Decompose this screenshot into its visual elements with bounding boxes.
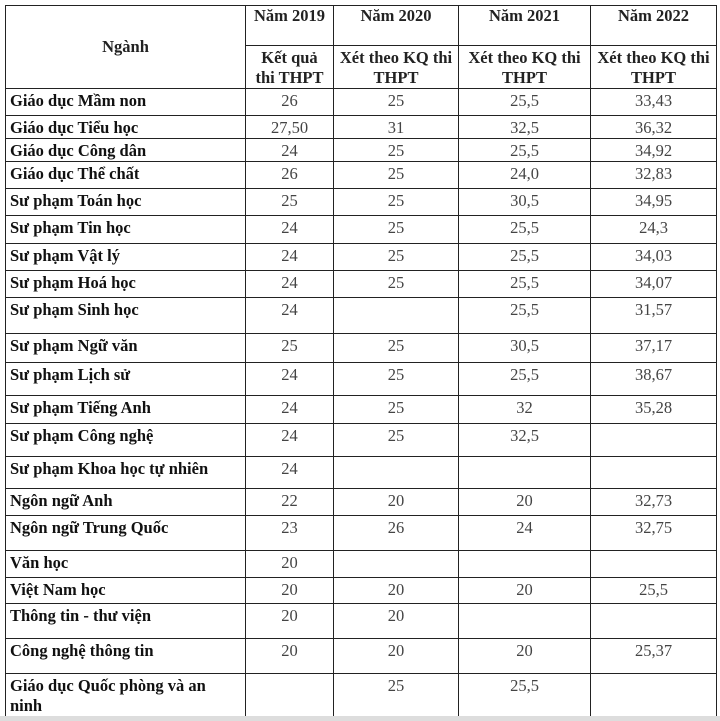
score-cell-2021: 32,5 (459, 424, 591, 457)
score-cell-2022: 36,32 (591, 116, 717, 139)
score-cell-2020: 25 (334, 89, 459, 116)
score-cell-2022: 32,75 (591, 516, 717, 551)
score-cell-2019: 26 (246, 89, 334, 116)
table-row (6, 244, 717, 271)
score-cell-2019: 24 (246, 139, 334, 162)
score-cell-2020 (334, 457, 459, 489)
major-name: Giáo dục Quốc phòng và an ninh (6, 674, 246, 717)
score-cell-2019: 24 (246, 457, 334, 489)
score-cell-2022 (591, 551, 717, 578)
column-header-nganh: Ngành (6, 6, 246, 89)
score-cell-2020: 20 (334, 578, 459, 604)
major-name: Sư phạm Công nghệ (6, 424, 246, 457)
score-cell-2022: 32,83 (591, 162, 717, 189)
table-row (6, 271, 717, 298)
score-cell-2021: 20 (459, 578, 591, 604)
major-name: Sư phạm Toán học (6, 189, 246, 216)
score-cell-2022: 31,57 (591, 298, 717, 334)
table-row (6, 162, 717, 189)
major-name: Giáo dục Tiểu học (6, 116, 246, 139)
score-cell-2021: 24 (459, 516, 591, 551)
column-header-year: Năm 2020 (334, 6, 459, 46)
score-cell-2021: 24,0 (459, 162, 591, 189)
table-row (6, 116, 717, 139)
table-row (6, 516, 717, 551)
major-name: Ngôn ngữ Trung Quốc (6, 516, 246, 551)
table-body (6, 89, 717, 717)
table-row (6, 139, 717, 162)
major-name: Sư phạm Hoá học (6, 271, 246, 298)
score-cell-2019: 24 (246, 424, 334, 457)
score-cell-2019: 24 (246, 298, 334, 334)
score-cell-2019: 24 (246, 244, 334, 271)
table-row (6, 604, 717, 639)
score-cell-2019: 23 (246, 516, 334, 551)
column-header-method: Xét theo KQ thi THPT (591, 46, 717, 89)
table-row (6, 189, 717, 216)
major-name: Sư phạm Khoa học tự nhiên (6, 457, 246, 489)
score-cell-2020: 25 (334, 674, 459, 717)
table-row (6, 551, 717, 578)
table-row (6, 639, 717, 674)
major-name: Sư phạm Sinh học (6, 298, 246, 334)
score-cell-2021 (459, 457, 591, 489)
score-cell-2021: 25,5 (459, 363, 591, 396)
score-cell-2019: 22 (246, 489, 334, 516)
score-cell-2020: 26 (334, 516, 459, 551)
major-name: Sư phạm Tin học (6, 216, 246, 244)
table-row (6, 489, 717, 516)
column-header-year: Năm 2022 (591, 6, 717, 46)
score-cell-2021: 30,5 (459, 189, 591, 216)
score-cell-2020: 25 (334, 216, 459, 244)
score-cell-2022: 34,07 (591, 271, 717, 298)
score-cell-2020: 25 (334, 162, 459, 189)
score-cell-2020 (334, 298, 459, 334)
score-cell-2022: 24,3 (591, 216, 717, 244)
major-name: Việt Nam học (6, 578, 246, 604)
score-cell-2021: 20 (459, 639, 591, 674)
table-row (6, 334, 717, 363)
major-name: Ngôn ngữ Anh (6, 489, 246, 516)
major-name: Giáo dục Công dân (6, 139, 246, 162)
score-cell-2021: 32 (459, 396, 591, 424)
table-row (6, 89, 717, 116)
major-name: Công nghệ thông tin (6, 639, 246, 674)
score-cell-2021 (459, 551, 591, 578)
major-name: Văn học (6, 551, 246, 578)
score-cell-2022: 34,95 (591, 189, 717, 216)
score-cell-2020: 31 (334, 116, 459, 139)
table-row (6, 216, 717, 244)
score-cell-2020: 20 (334, 489, 459, 516)
score-cell-2021: 25,5 (459, 89, 591, 116)
table-row (6, 363, 717, 396)
major-name: Giáo dục Mầm non (6, 89, 246, 116)
score-cell-2020: 25 (334, 424, 459, 457)
major-name: Giáo dục Thể chất (6, 162, 246, 189)
table-row (6, 457, 717, 489)
score-cell-2019: 20 (246, 551, 334, 578)
score-cell-2021: 25,5 (459, 244, 591, 271)
major-name: Sư phạm Lịch sử (6, 363, 246, 396)
score-cell-2021: 25,5 (459, 271, 591, 298)
score-cell-2019: 24 (246, 271, 334, 298)
score-cell-2022: 33,43 (591, 89, 717, 116)
score-cell-2022 (591, 604, 717, 639)
score-cell-2021: 20 (459, 489, 591, 516)
score-cell-2021: 30,5 (459, 334, 591, 363)
score-cell-2020: 25 (334, 244, 459, 271)
table-row (6, 674, 717, 717)
score-cell-2022 (591, 457, 717, 489)
score-cell-2022 (591, 674, 717, 717)
score-cell-2022: 37,17 (591, 334, 717, 363)
score-cell-2019: 27,50 (246, 116, 334, 139)
score-cell-2019: 24 (246, 396, 334, 424)
score-cell-2021: 25,5 (459, 298, 591, 334)
score-cell-2021: 25,5 (459, 674, 591, 717)
score-cell-2022: 32,73 (591, 489, 717, 516)
table-row (6, 578, 717, 604)
column-header-year: Năm 2019 (246, 6, 334, 46)
score-cell-2021: 25,5 (459, 139, 591, 162)
score-cell-2019: 20 (246, 578, 334, 604)
score-cell-2021: 25,5 (459, 216, 591, 244)
column-header-year: Năm 2021 (459, 6, 591, 46)
column-header-method: Xét theo KQ thi THPT (459, 46, 591, 89)
admission-scores-table (5, 5, 717, 717)
score-cell-2022: 34,92 (591, 139, 717, 162)
score-cell-2020: 25 (334, 139, 459, 162)
score-cell-2022: 35,28 (591, 396, 717, 424)
column-header-method: Kết quả thi THPT (246, 46, 334, 89)
score-cell-2020 (334, 551, 459, 578)
score-cell-2020: 25 (334, 271, 459, 298)
table-row (6, 298, 717, 334)
score-cell-2022 (591, 424, 717, 457)
score-cell-2019: 25 (246, 334, 334, 363)
score-cell-2021 (459, 604, 591, 639)
score-cell-2019: 24 (246, 216, 334, 244)
table-row (6, 424, 717, 457)
score-cell-2021: 32,5 (459, 116, 591, 139)
score-cell-2019 (246, 674, 334, 717)
score-cell-2019: 25 (246, 189, 334, 216)
major-name: Sư phạm Vật lý (6, 244, 246, 271)
table-row (6, 396, 717, 424)
score-cell-2020: 25 (334, 334, 459, 363)
score-cell-2019: 20 (246, 604, 334, 639)
score-cell-2022: 38,67 (591, 363, 717, 396)
score-cell-2019: 20 (246, 639, 334, 674)
score-cell-2019: 24 (246, 363, 334, 396)
bottom-scroll-edge (0, 716, 720, 721)
score-cell-2020: 20 (334, 604, 459, 639)
score-cell-2020: 25 (334, 396, 459, 424)
score-cell-2022: 25,37 (591, 639, 717, 674)
score-cell-2022: 25,5 (591, 578, 717, 604)
score-cell-2020: 20 (334, 639, 459, 674)
score-cell-2019: 26 (246, 162, 334, 189)
score-cell-2022: 34,03 (591, 244, 717, 271)
score-cell-2020: 25 (334, 189, 459, 216)
major-name: Sư phạm Tiếng Anh (6, 396, 246, 424)
score-cell-2020: 25 (334, 363, 459, 396)
major-name: Thông tin - thư viện (6, 604, 246, 639)
column-header-method: Xét theo KQ thi THPT (334, 46, 459, 89)
header-row-years (6, 6, 717, 46)
major-name: Sư phạm Ngữ văn (6, 334, 246, 363)
